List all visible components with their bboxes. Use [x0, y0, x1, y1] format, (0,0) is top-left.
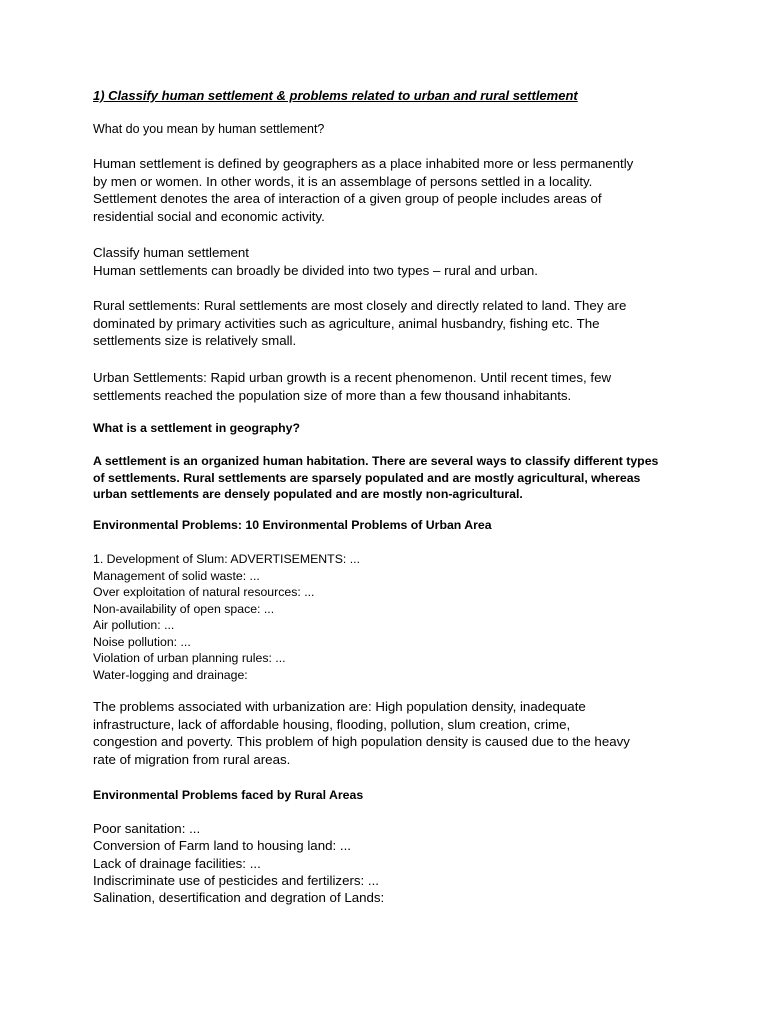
list-item: Non-availability of open space: ...: [93, 601, 275, 616]
heading-rural-problems: Environmental Problems faced by Rural Areas: [93, 788, 364, 802]
text-line: dominated by primary activities such as agriculture, animal husbandry, fishing etc. The: [93, 315, 600, 331]
paragraph-rural-settlements: [93, 297, 626, 350]
text-line: A settlement is an organized human habitation. There are several ways to classify different types: [93, 454, 659, 468]
list-item: Salination, desertification and degration of Lands:: [93, 890, 385, 906]
text-line: of settlements. Rural settlements are sparsely populated and are mostly agricultural, whereas: [93, 470, 641, 485]
paragraph-urban-settlements: [93, 369, 611, 404]
text-line: Rural settlements: Rural settlements are most closely and directly related to land. They are: [93, 298, 627, 313]
paragraph-definition: [93, 155, 633, 226]
text-line: urban settlements are densely populated and are mostly non-agricultural.: [93, 487, 523, 501]
text-line: Human settlements can broadly be divided into two types – rural and urban.: [93, 262, 538, 278]
text-line: infrastructure, lack of affordable housing, flooding, pollution, slum creation, crime,: [93, 716, 571, 732]
text-line: settlements reached the population size of more than a few thousand inhabitants.: [93, 387, 572, 403]
heading-urban-problems: Environmental Problems: 10 Environmental Problems of Urban Area: [93, 518, 492, 532]
text-line: settlements size is relatively small.: [93, 333, 297, 349]
text-line: congestion and poverty. This problem of high population density is caused due to the heavy: [93, 734, 630, 750]
list-item: Conversion of Farm land to housing land: ...: [93, 838, 351, 854]
list-item: Over exploitation of natural resources: ...: [93, 585, 315, 599]
list-item: Management of solid waste: ...: [93, 568, 260, 583]
list-item: Air pollution: ...: [93, 618, 175, 632]
list-item: Poor sanitation: ...: [93, 821, 201, 836]
list-urban-problems: [93, 551, 360, 683]
list-item: Water-logging and drainage:: [93, 667, 248, 682]
paragraph-settlement-definition-bold: [93, 453, 658, 503]
text-line: Human settlement is defined by geographers as a place inhabited more or less permanently: [93, 156, 634, 171]
text-line: Classify human settlement: [93, 245, 249, 260]
list-rural-problems: [93, 820, 384, 906]
paragraph-urbanization-problems: [93, 698, 630, 769]
text-line: Settlement denotes the area of interaction of a given group of people includes areas of: [93, 191, 602, 207]
list-item: 1. Development of Slum: ADVERTISEMENTS: ...: [93, 552, 360, 566]
question-settlement-geography: What is a settlement in geography?: [93, 421, 301, 435]
list-item: Noise pollution: ...: [93, 634, 191, 649]
list-item: Indiscriminate use of pesticides and fertilizers: ...: [93, 872, 380, 888]
question-human-settlement: What do you mean by human settlement?: [93, 122, 325, 136]
text-line: residential social and economic activity.: [93, 209, 325, 225]
text-line: by men or women. In other words, it is an assemblage of persons settled in a locality.: [93, 173, 593, 189]
list-item: Violation of urban planning rules: ...: [93, 651, 286, 665]
text-line: rate of migration from rural areas.: [93, 752, 291, 768]
list-item: Lack of drainage facilities: ...: [93, 855, 261, 871]
text-line: Urban Settlements: Rapid urban growth is a recent phenomenon. Until recent times, few: [93, 370, 612, 385]
document-title: 1) Classify human settlement & problems related to urban and rural settlement: [93, 88, 578, 103]
text-line: The problems associated with urbanization are: High population density, inadequate: [93, 699, 586, 714]
paragraph-classify: [93, 244, 538, 279]
